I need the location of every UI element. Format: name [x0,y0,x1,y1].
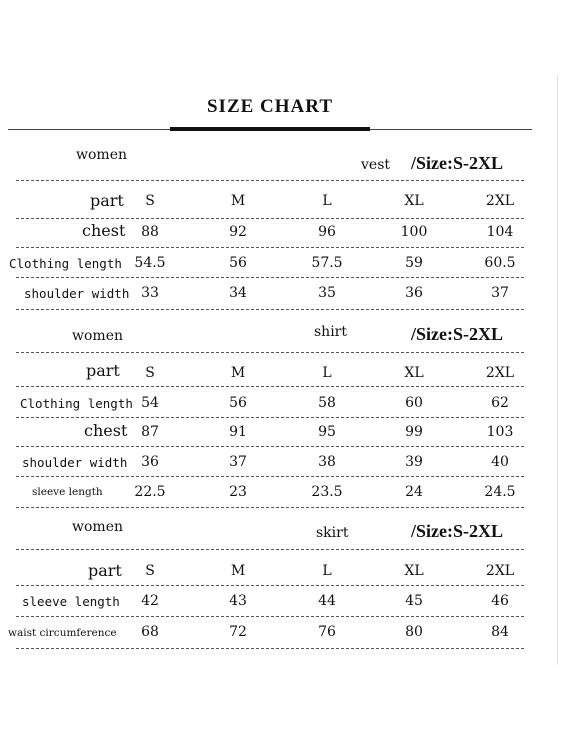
value-s: 22.5 [134,484,166,500]
garment-type: vest [361,157,391,173]
value-s: 68 [141,624,159,640]
divider [16,507,524,508]
divider [16,417,524,418]
size-2xl: 2XL [485,365,515,381]
table-row [0,255,540,283]
value-m: 92 [229,224,247,240]
value-l: 35 [318,285,336,301]
value-m: 43 [229,593,247,609]
header-row [0,193,540,221]
row-label: shoulder width [24,286,130,301]
divider [16,616,524,617]
size-range: /Size:S-2XL [411,521,503,541]
value-s: 33 [141,285,159,301]
size-l: L [322,365,332,381]
divider [16,352,524,353]
title-underline [170,127,370,131]
value-2xl: 46 [491,593,509,609]
divider [16,585,524,586]
value-2xl: 37 [491,285,509,301]
value-l: 76 [318,624,336,640]
part-label: part [90,191,124,210]
row-label: chest [84,421,128,440]
value-s: 54 [141,395,159,411]
value-m: 56 [229,255,247,271]
size-xl: XL [404,563,424,579]
size-m: M [230,365,246,381]
garment-type: shirt [314,324,347,340]
value-xl: 39 [405,454,423,470]
value-2xl: 24.5 [484,484,516,500]
page-edge-line [557,75,558,665]
size-l: L [322,193,332,209]
row-label: chest [82,221,126,240]
value-2xl: 62 [491,395,509,411]
size-m: M [230,563,246,579]
table-row [0,395,540,423]
table-row [0,421,540,452]
value-xl: 45 [405,593,423,609]
value-xl: 36 [405,285,423,301]
size-range: /Size:S-2XL [411,153,503,173]
divider [16,446,524,447]
divider [16,180,524,181]
value-l: 57.5 [311,255,343,271]
divider [16,476,524,477]
value-2xl: 60.5 [484,255,516,271]
size-s: S [145,563,155,579]
size-s: S [145,365,155,381]
value-xl: 80 [405,624,423,640]
value-2xl: 84 [491,624,509,640]
garment-type: skirt [316,525,349,541]
value-2xl: 40 [491,454,509,470]
value-l: 38 [318,454,336,470]
part-label: part [88,561,122,580]
divider [16,549,524,550]
size-s: S [145,193,155,209]
row-label: sleeve length [22,594,120,609]
size-l: L [322,563,332,579]
value-2xl: 103 [486,424,514,440]
women-label: women [76,147,127,163]
row-label: waist circumference [8,627,117,639]
value-s: 42 [141,593,159,609]
size-xl: XL [404,193,424,209]
value-xl: 59 [405,255,423,271]
value-l: 95 [318,424,336,440]
size-m: M [230,193,246,209]
divider [16,386,524,387]
divider [16,648,524,649]
value-xl: 100 [400,224,428,240]
value-xl: 60 [405,395,423,411]
value-m: 23 [229,484,247,500]
value-m: 91 [229,424,247,440]
value-s: 88 [141,224,159,240]
row-label: sleeve length [32,486,103,498]
value-m: 37 [229,454,247,470]
value-s: 54.5 [134,255,166,271]
value-s: 36 [141,454,159,470]
page-title: SIZE CHART [206,96,333,117]
value-l: 44 [318,593,336,609]
divider [16,309,524,310]
divider [16,247,524,248]
header-row [0,563,540,591]
size-2xl: 2XL [485,563,515,579]
value-l: 23.5 [311,484,343,500]
value-s: 87 [141,424,159,440]
row-label: Clothing length [9,256,122,271]
value-xl: 24 [405,484,423,500]
value-m: 34 [229,285,247,301]
divider [16,218,524,219]
value-l: 96 [318,224,336,240]
value-xl: 99 [405,424,423,440]
value-m: 72 [229,624,247,640]
women-label: women [72,519,123,535]
part-label: part [86,361,120,380]
table-row [0,454,540,482]
row-label: Clothing length [20,396,133,411]
value-2xl: 104 [486,224,514,240]
value-l: 58 [318,395,336,411]
value-m: 56 [229,395,247,411]
divider [16,277,524,278]
row-label: shoulder width [22,455,128,470]
size-range: /Size:S-2XL [411,324,503,344]
size-xl: XL [404,365,424,381]
header-row [0,361,540,393]
size-2xl: 2XL [485,193,515,209]
women-label: women [72,328,123,344]
